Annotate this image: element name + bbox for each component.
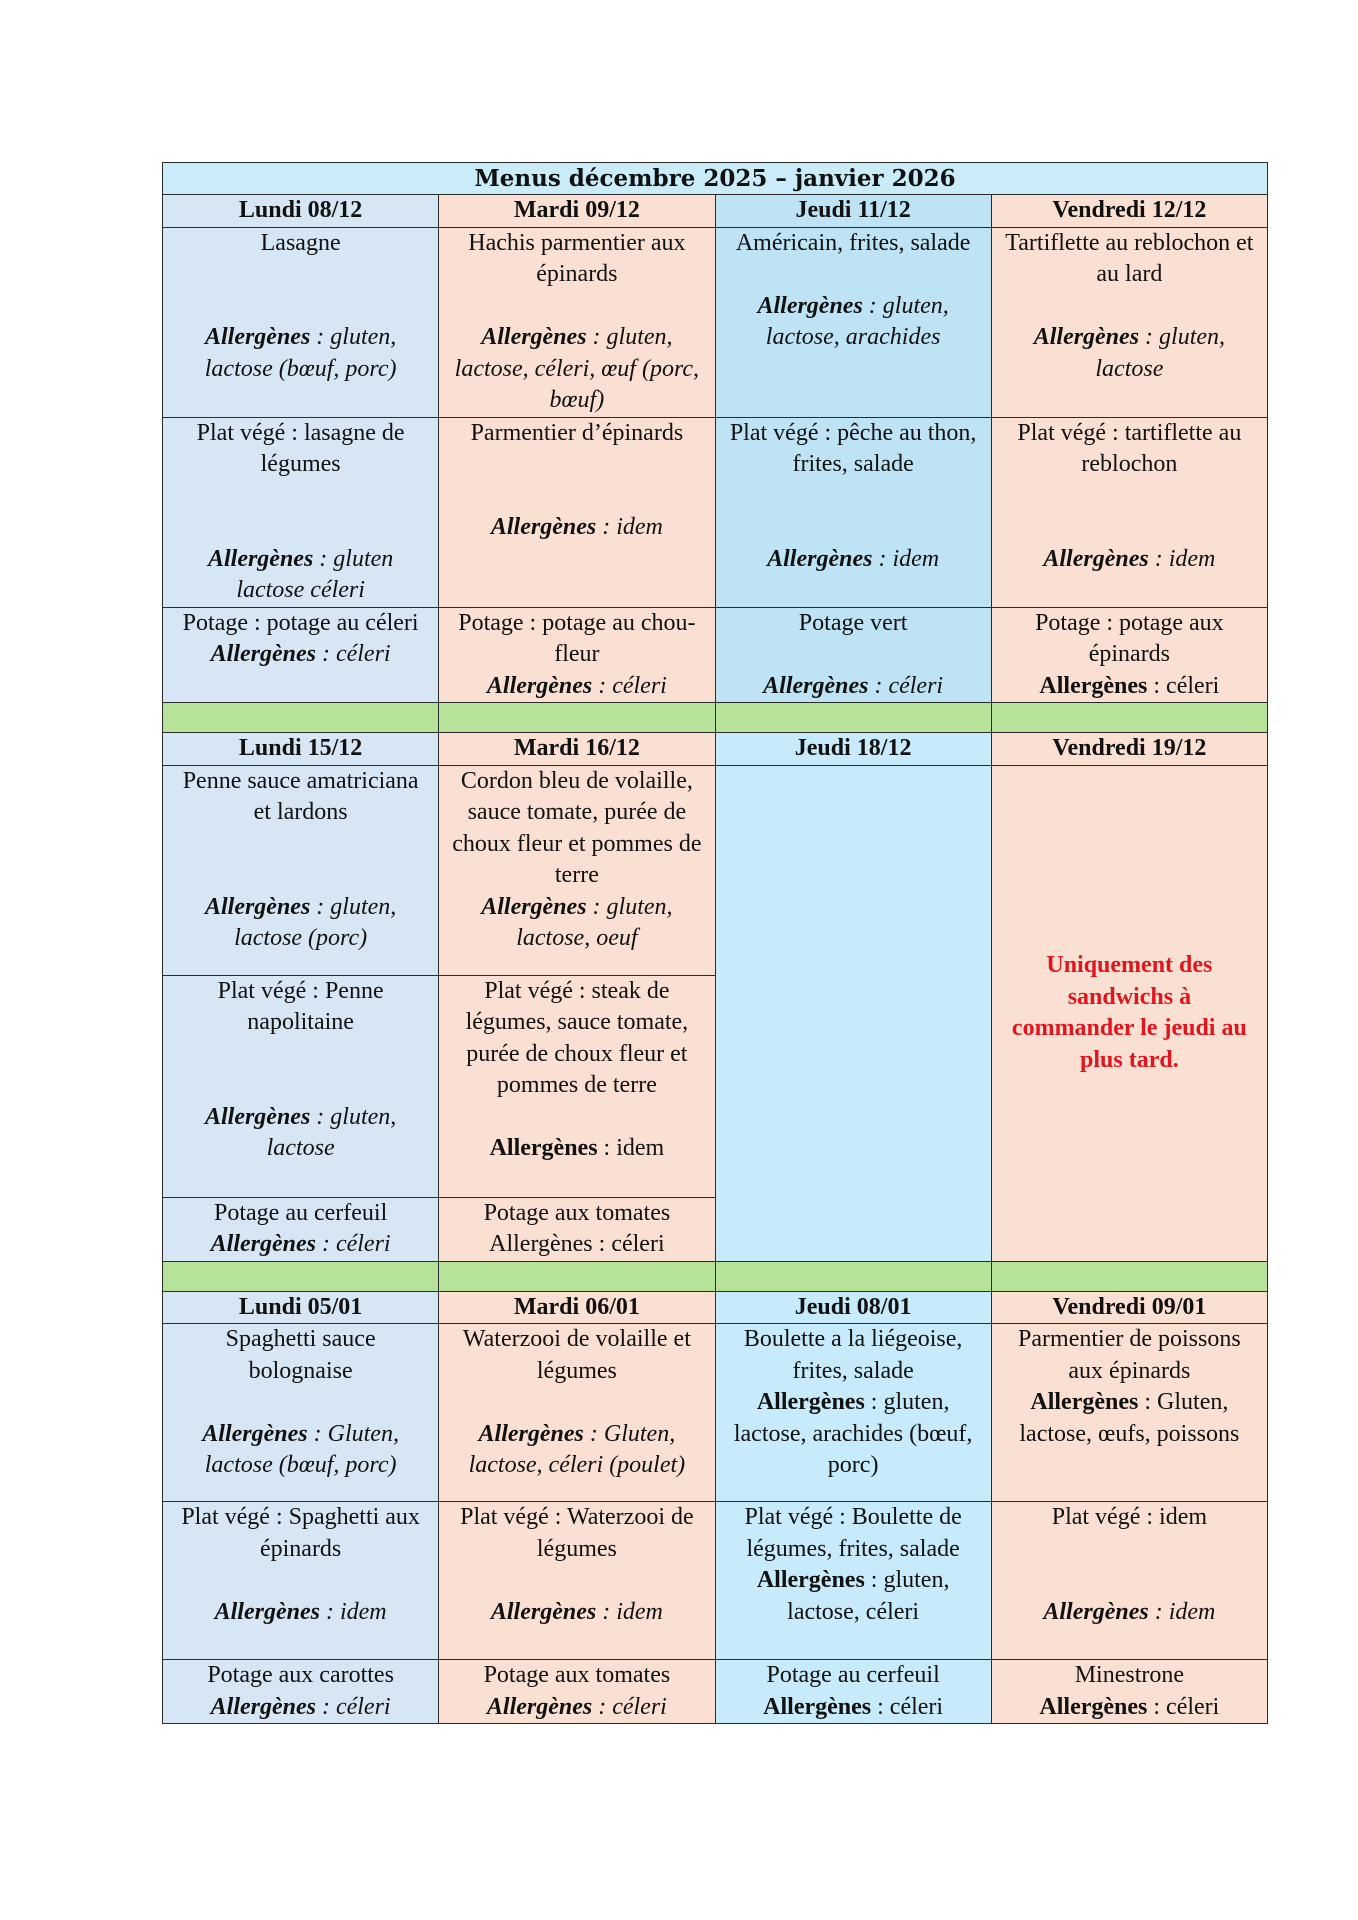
veg-dish-cell xyxy=(715,1502,991,1660)
main-dish-cell xyxy=(715,1324,991,1502)
separator-cell xyxy=(991,1261,1267,1291)
main-dish-cell xyxy=(991,1324,1267,1502)
dish-name: Lasagne xyxy=(260,229,341,256)
soup-cell xyxy=(163,1197,439,1261)
dish-name: Penne sauce amatriciana et lardons xyxy=(182,767,419,825)
week2-day-row xyxy=(163,733,1268,766)
main-dish-cell xyxy=(163,1324,439,1502)
menu-table xyxy=(162,162,1268,1724)
allergen-info: Allergènes : céleri xyxy=(763,672,944,699)
veg-dish-cell xyxy=(439,1502,715,1660)
soup-cell xyxy=(991,607,1267,703)
allergen-info: Allergènes : céleri xyxy=(486,672,667,699)
title-row xyxy=(163,163,1268,195)
soup-cell xyxy=(715,1660,991,1724)
veg-dish-cell xyxy=(991,417,1267,607)
soup-name: Potage aux tomates xyxy=(483,1662,671,1688)
allergen-info: Allergènes : gluten, lactose, céleri xyxy=(756,1567,950,1625)
allergen-info: Allergènes : céleri xyxy=(1039,1693,1220,1720)
veg-dish-cell xyxy=(163,1502,439,1660)
soup-name: Potage au cerfeuil xyxy=(214,1199,388,1226)
allergen-info: Allergènes : céleri xyxy=(210,1231,391,1257)
allergen-info: Allergènes : idem xyxy=(489,1135,665,1161)
allergen-info: Allergènes : gluten, lactose (porc) xyxy=(204,893,397,951)
week1-day-row xyxy=(163,195,1268,228)
allergen-info: Allergènes : céleri xyxy=(210,641,391,667)
week-separator xyxy=(163,1261,1268,1291)
dish-name: Plat végé : Spaghetti aux épinards xyxy=(181,1504,420,1562)
week1-soup-row xyxy=(163,607,1268,703)
main-dish-cell xyxy=(439,765,715,975)
dish-name: Tartiflette au reblochon et au lard xyxy=(1005,229,1254,287)
allergen-info: Allergènes : céleri xyxy=(1039,672,1220,699)
day-header: Jeudi 08/01 xyxy=(715,1291,991,1324)
dish-name: Hachis parmentier aux épinards xyxy=(468,229,686,287)
soup-name: Potage : potage au chou-fleur xyxy=(458,609,696,667)
allergen-info: Allergènes : gluten, lactose xyxy=(1033,324,1226,382)
soup-name: Potage aux carottes xyxy=(207,1662,394,1688)
allergen-info: Allergènes : idem xyxy=(490,1598,663,1625)
dish-name: Plat végé : idem xyxy=(1051,1504,1208,1530)
week1-main-row xyxy=(163,227,1268,417)
dish-name: Plat végé : Boulette de légumes, frites, salade xyxy=(744,1504,962,1562)
veg-dish-cell xyxy=(991,1502,1267,1660)
allergen-info: Allergènes : idem xyxy=(1043,545,1216,572)
allergen-info: Allergènes : idem xyxy=(490,514,663,540)
soup-cell xyxy=(991,1660,1267,1724)
separator-cell xyxy=(715,703,991,733)
main-dish-cell xyxy=(163,227,439,417)
dish-name: Plat végé : tartiflette au reblochon xyxy=(1017,419,1242,477)
separator-cell xyxy=(439,703,715,733)
allergen-info: Allergènes : gluten, lactose, oeuf xyxy=(481,893,673,951)
soup-name: Potage : potage au céleri xyxy=(182,609,419,636)
day-header: Jeudi 11/12 xyxy=(715,195,991,228)
day-header: Mardi 09/12 xyxy=(439,195,715,228)
main-dish-cell xyxy=(163,765,439,975)
week2-main-row xyxy=(163,765,1268,975)
dish-name: Plat végé : Penne napolitaine xyxy=(217,977,384,1035)
day-header: Lundi 05/01 xyxy=(163,1291,439,1324)
empty-day-cell xyxy=(715,765,991,1261)
veg-dish-cell xyxy=(439,417,715,607)
allergen-info: Allergènes : céleri xyxy=(486,1693,667,1720)
allergen-info: Allergènes : céleri xyxy=(210,1693,391,1720)
week3-main-row xyxy=(163,1324,1268,1502)
soup-cell xyxy=(439,607,715,703)
dish-name: Parmentier d’épinards xyxy=(470,419,684,446)
dish-name: Plat végé : lasagne de légumes xyxy=(196,419,405,477)
day-header: Vendredi 09/01 xyxy=(991,1291,1267,1324)
day-header: Mardi 16/12 xyxy=(439,733,715,766)
day-header: Lundi 15/12 xyxy=(163,733,439,766)
main-dish-cell xyxy=(715,227,991,417)
week-separator xyxy=(163,703,1268,733)
soup-name: Potage : potage aux épinards xyxy=(1035,609,1224,667)
main-dish-cell xyxy=(991,227,1267,417)
dish-name: Américain, frites, salade xyxy=(735,229,971,256)
day-header: Jeudi 18/12 xyxy=(715,733,991,766)
day-header: Vendredi 12/12 xyxy=(991,195,1267,228)
dish-name: Spaghetti sauce bolognaise xyxy=(225,1326,376,1384)
main-dish-cell xyxy=(439,227,715,417)
week3-veg-row xyxy=(163,1502,1268,1660)
allergen-info: Allergènes : gluten lactose céleri xyxy=(207,545,394,603)
allergen-info: Allergènes : idem xyxy=(1043,1598,1216,1625)
day-header: Vendredi 19/12 xyxy=(991,733,1267,766)
veg-dish-cell xyxy=(163,417,439,607)
allergen-info: Allergènes : gluten, lactose xyxy=(204,1103,397,1161)
allergen-info: Allergènes : gluten, lactose, arachides xyxy=(757,292,949,350)
soup-name: Potage aux tomates xyxy=(483,1199,671,1226)
soup-name: Minestrone xyxy=(1074,1662,1185,1688)
allergen-info: Allergènes : idem xyxy=(214,1598,387,1625)
separator-cell xyxy=(163,703,439,733)
dish-name: Boulette a la liégeoise, frites, salade xyxy=(743,1326,963,1384)
dish-name: Parmentier de poissons aux épinards xyxy=(1018,1326,1241,1384)
allergen-info: Allergènes : idem xyxy=(767,545,940,572)
separator-cell xyxy=(715,1261,991,1291)
allergen-info: Allergènes : Gluten, lactose (bœuf, porc) xyxy=(202,1420,399,1478)
veg-dish-cell xyxy=(163,975,439,1197)
allergen-info: Allergènes : gluten, lactose (bœuf, porc) xyxy=(204,324,397,382)
allergen-info: Allergènes : gluten, lactose, céleri, œuf (porc, bœuf) xyxy=(454,324,700,413)
allergen-info: Allergènes : céleri xyxy=(763,1693,944,1720)
allergen-info: Allergènes : Gluten, lactose, céleri (poulet) xyxy=(468,1420,686,1478)
notice-cell xyxy=(991,765,1267,1261)
soup-cell xyxy=(163,607,439,703)
dish-name: Cordon bleu de volaille, sauce tomate, purée de choux fleur et pommes de terre xyxy=(452,767,702,888)
allergen-info: Allergènes : Gluten, lactose, œufs, poissons xyxy=(1019,1389,1240,1447)
menu-title: Menus décembre 2025 – janvier 2026 xyxy=(163,163,1268,195)
dish-name: Plat végé : pêche au thon, frites, salade xyxy=(729,419,977,477)
dish-name: Plat végé : Waterzooi de légumes xyxy=(460,1504,694,1562)
day-header: Mardi 06/01 xyxy=(439,1291,715,1324)
dish-name: Plat végé : steak de légumes, sauce tomate, purée de choux fleur et pommes de terre xyxy=(465,977,689,1098)
veg-dish-cell xyxy=(439,975,715,1197)
week3-soup-row xyxy=(163,1660,1268,1724)
soup-cell xyxy=(715,607,991,703)
week1-veg-row xyxy=(163,417,1268,607)
soup-name: Potage vert xyxy=(798,609,908,636)
week3-day-row xyxy=(163,1291,1268,1324)
separator-cell xyxy=(163,1261,439,1291)
main-dish-cell xyxy=(439,1324,715,1502)
soup-name: Potage au cerfeuil xyxy=(766,1662,940,1688)
day-header: Lundi 08/12 xyxy=(163,195,439,228)
soup-cell xyxy=(163,1660,439,1724)
soup-cell xyxy=(439,1197,715,1261)
allergen-info: Allergènes : céleri xyxy=(489,1231,665,1257)
dish-name: Waterzooi de volaille et légumes xyxy=(462,1326,691,1384)
allergen-info: Allergènes : gluten, lactose, arachides (bœuf, porc) xyxy=(733,1389,973,1478)
veg-dish-cell xyxy=(715,417,991,607)
soup-cell xyxy=(439,1660,715,1724)
separator-cell xyxy=(439,1261,715,1291)
separator-cell xyxy=(991,703,1267,733)
sandwich-notice: Uniquement des sandwichs à commander le jeudi au plus tard. xyxy=(1011,952,1247,1073)
